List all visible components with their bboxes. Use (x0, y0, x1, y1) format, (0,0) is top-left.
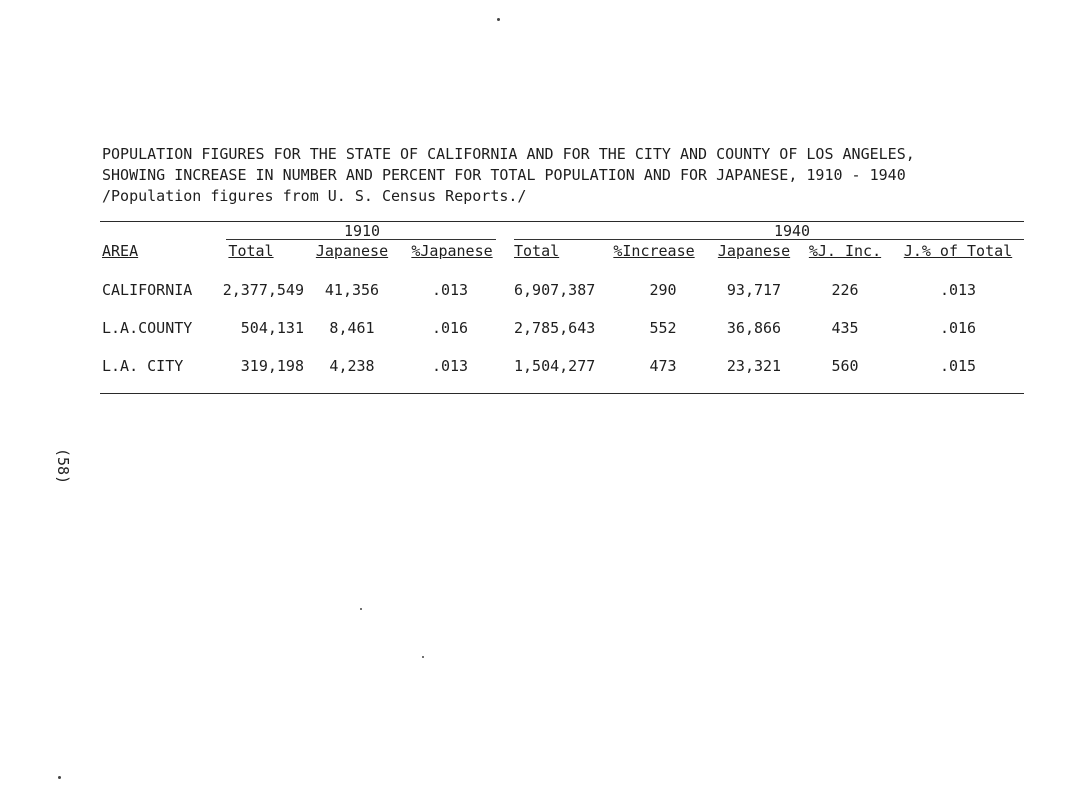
table-cell: 560 (831, 357, 859, 375)
scan-speck (497, 18, 500, 21)
table-cell: 8,461 (329, 319, 375, 337)
row-area-label: L.A. CITY (102, 357, 184, 375)
table-cell: 23,321 (726, 357, 782, 375)
column-header-4: %Japanese (411, 242, 493, 260)
table-cell: 36,866 (726, 319, 782, 337)
column-header-5: Total (514, 242, 560, 260)
table-cell: 2,377,549 (222, 281, 304, 299)
table-cell: 4,238 (329, 357, 375, 375)
table-cell: 41,356 (324, 281, 380, 299)
column-header-3: Japanese (315, 242, 389, 260)
heading-line-2: SHOWING INCREASE IN NUMBER AND PERCENT FOR TOTAL POPULATION AND FOR JAPANESE, 1910 - 1940 (102, 166, 906, 184)
row-area-label: L.A.COUNTY (102, 319, 193, 337)
table-cell: 2,785,643 (514, 319, 596, 337)
scan-speck (422, 656, 424, 658)
table-bottom-rule (100, 393, 1024, 394)
table-cell: 1,504,277 (514, 357, 596, 375)
group-header-1910: 1910 (343, 222, 381, 240)
table-cell: .015 (939, 357, 977, 375)
table-top-rule (100, 221, 1024, 222)
column-header-1: AREA (102, 242, 139, 260)
table-cell: 552 (649, 319, 677, 337)
group-rule-1910 (226, 239, 496, 240)
table-cell: 6,907,387 (514, 281, 596, 299)
table-cell: 319,198 (240, 357, 304, 375)
table-cell: 504,131 (240, 319, 304, 337)
heading-line-3: /Population figures from U. S. Census Reports./ (102, 187, 527, 205)
page-number: (58) (54, 448, 72, 485)
column-header-2: Total (228, 242, 274, 260)
column-header-8: %J. Inc. (808, 242, 882, 260)
group-rule-1940 (514, 239, 1024, 240)
document-heading (102, 144, 1002, 207)
table-cell: 93,717 (726, 281, 782, 299)
table-cell: .013 (939, 281, 977, 299)
column-header-7: Japanese (717, 242, 791, 260)
table-cell: 473 (649, 357, 677, 375)
scan-speck (58, 776, 61, 779)
row-area-label: CALIFORNIA (102, 281, 193, 299)
heading-line-1: POPULATION FIGURES FOR THE STATE OF CALIFORNIA AND FOR THE CITY AND COUNTY OF LOS ANGELES, (102, 145, 915, 163)
table-cell: .016 (939, 319, 977, 337)
column-header-6: %Increase (613, 242, 695, 260)
table-cell: 435 (831, 319, 859, 337)
column-header-9: J.% of Total (903, 242, 1013, 260)
scan-speck (360, 608, 362, 610)
table-cell: 226 (831, 281, 859, 299)
table-cell: .016 (431, 319, 469, 337)
table-cell: .013 (431, 357, 469, 375)
table-cell: 290 (649, 281, 677, 299)
table-cell: .013 (431, 281, 469, 299)
group-header-1940: 1940 (773, 222, 811, 240)
